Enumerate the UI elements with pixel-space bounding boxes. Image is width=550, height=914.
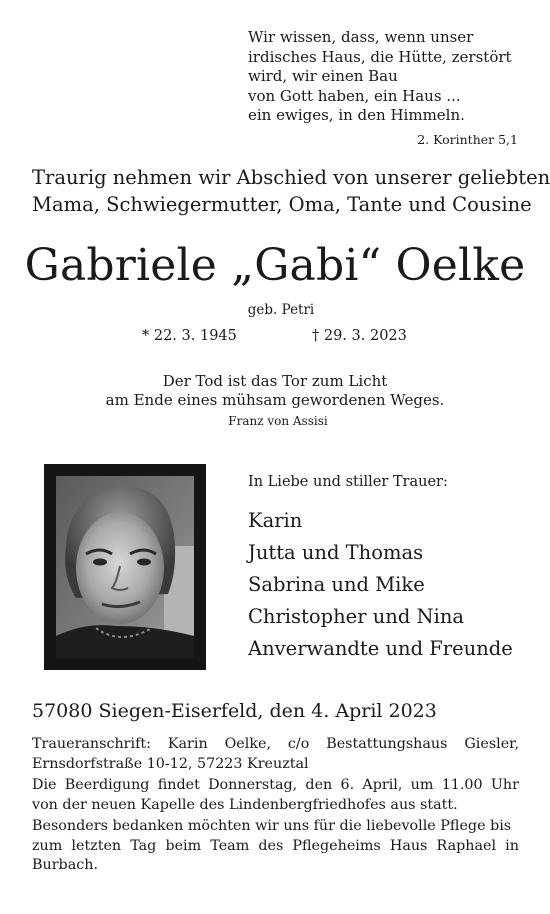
word: Haus (389, 837, 428, 854)
funeral-paragraph (32, 776, 519, 815)
word: Traueranschrift: (32, 736, 151, 752)
portrait-image (56, 476, 194, 658)
verse-line: von Gott haben, ein Haus ... (248, 86, 461, 105)
word: Die (32, 777, 57, 793)
mourner-name: Karin (248, 509, 303, 532)
intro-line: Traurig nehmen wir Abschied von unserer geliebten (32, 166, 550, 189)
word: des (258, 837, 284, 854)
address-line: Ernsdorfstraße 10-12, 57223 Kreuztal (32, 755, 309, 772)
intro-text (32, 164, 550, 218)
thanks-paragraph (32, 817, 519, 876)
mourner-name: Christopher und Nina (248, 605, 465, 628)
word: letzten (71, 837, 122, 854)
funeral-line: von der neuen Kapelle des Lindenbergfriedhofes aus statt. (32, 796, 458, 813)
quote-line: Der Tod ist das Tor zum Licht (162, 372, 388, 390)
bible-verse (248, 28, 528, 126)
word: Beerdigung (64, 777, 150, 793)
mourner-name: Sabrina und Mike (248, 573, 425, 596)
mourner-name: Jutta und Thomas (248, 541, 424, 564)
verse-line: Wir wissen, dass, wenn unser (248, 28, 474, 46)
place-and-date: 57080 Siegen-Eiserfeld, den 4. April 2023 (32, 700, 437, 722)
address-line (32, 735, 519, 755)
birth-name: geb. Petri (247, 302, 315, 318)
verse-line: ein ewiges, in den Himmeln. (248, 106, 465, 124)
word: c/o (287, 736, 310, 752)
word: Oelke, (224, 736, 271, 752)
deceased-name: Gabriele „Gabi“ Oelke (24, 240, 526, 291)
word: Karin (167, 736, 208, 752)
word: Raphael (436, 837, 497, 854)
quote-author: Franz von Assisi (228, 414, 328, 428)
verse-reference: 2. Korinther 5,1 (417, 132, 518, 147)
word: Team (210, 837, 250, 854)
verse-line: irdisches Haus, die Hütte, zerstört (248, 47, 512, 66)
quote (0, 372, 550, 410)
word: findet (157, 777, 200, 793)
word: zum (32, 837, 63, 854)
word: 11.00 (441, 777, 483, 793)
death-date: † 29. 3. 2023 (312, 328, 407, 344)
thanks-line: Burbach. (32, 857, 98, 873)
thanks-line: Besonders bedanken möchten wir uns für die liebevolle Pflege bis (32, 818, 512, 834)
mourning-heading: In Liebe und stiller Trauer: (248, 474, 448, 490)
thanks-line (32, 837, 519, 857)
word: April, (362, 777, 403, 793)
word: Donnerstag, (208, 777, 298, 793)
word: Uhr (490, 777, 519, 793)
portrait-photo (44, 464, 206, 670)
funeral-line (32, 776, 519, 796)
word: Giesler, (464, 736, 519, 752)
mourner-name: Anverwandte und Freunde (248, 637, 513, 660)
mourners-list (248, 505, 513, 665)
word: den (305, 777, 333, 793)
word: in (505, 837, 519, 854)
word: Pflegeheims (292, 837, 381, 854)
word: beim (165, 837, 202, 854)
intro-line: Mama, Schwiegermutter, Oma, Tante und Cousine (32, 193, 532, 216)
address-paragraph (32, 735, 519, 774)
quote-line: am Ende eines mühsam gewordenen Weges. (105, 391, 445, 409)
verse-line: wird, wir einen Bau (248, 67, 398, 85)
word: um (410, 777, 434, 793)
word: Tag (130, 837, 157, 854)
word: 6. (340, 777, 355, 793)
word: Bestattungshaus (326, 736, 448, 752)
birth-date: * 22. 3. 1945 (142, 328, 237, 344)
